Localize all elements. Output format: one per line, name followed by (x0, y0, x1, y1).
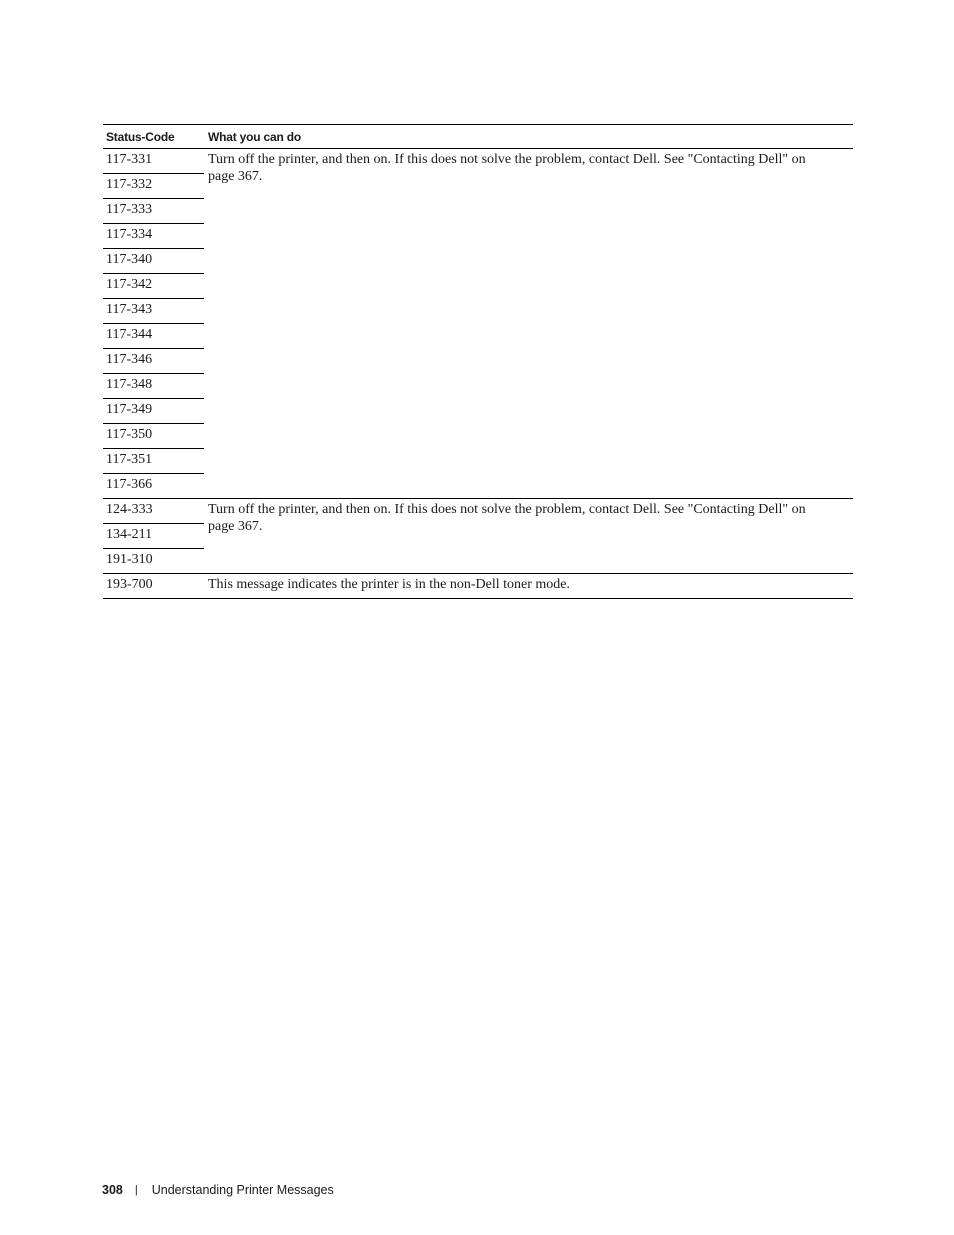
status-code-cell: 191-310 (103, 549, 204, 574)
status-code-cell: 117-344 (103, 324, 204, 349)
status-code-cell: 117-334 (103, 224, 204, 249)
status-code-cell: 134-211 (103, 524, 204, 549)
column-header-what-you-can-do: What you can do (208, 129, 302, 144)
status-code-cell: 117-350 (103, 424, 204, 449)
status-code-cell: 117-340 (103, 249, 204, 274)
table-row (103, 574, 853, 599)
status-code-cell: 117-351 (103, 449, 204, 474)
status-code-cell: 117-348 (103, 374, 204, 399)
column-header-status-code: Status-Code (106, 129, 175, 144)
table-row (103, 149, 853, 174)
footer-section-title: Understanding Printer Messages (151, 1183, 334, 1197)
status-code-cell: 193-700 (103, 574, 204, 599)
status-code-cell: 117-366 (103, 474, 204, 499)
table-body (103, 149, 853, 599)
footer-separator: | (134, 1184, 138, 1196)
status-code-cell: 117-343 (103, 299, 204, 324)
action-description-cell: Turn off the printer, and then on. If this does not solve the problem, contact Dell. See "Contacting Dell" on page 367. (204, 499, 853, 574)
table-row (103, 499, 853, 524)
page-footer (102, 1180, 334, 1200)
status-code-table (103, 124, 853, 599)
status-code-cell: 117-331 (103, 149, 204, 174)
status-code-cell: 117-333 (103, 199, 204, 224)
status-code-cell: 117-332 (103, 174, 204, 199)
status-code-cell: 117-346 (103, 349, 204, 374)
status-code-cell: 117-349 (103, 399, 204, 424)
table-header-row (103, 125, 853, 149)
action-description-cell: This message indicates the printer is in the non-Dell toner mode. (204, 574, 853, 599)
status-code-cell: 117-342 (103, 274, 204, 299)
status-code-cell: 124-333 (103, 499, 204, 524)
page-number: 308 (102, 1183, 123, 1197)
action-description-cell: Turn off the printer, and then on. If this does not solve the problem, contact Dell. See "Contacting Dell" on page 367. (204, 149, 853, 499)
